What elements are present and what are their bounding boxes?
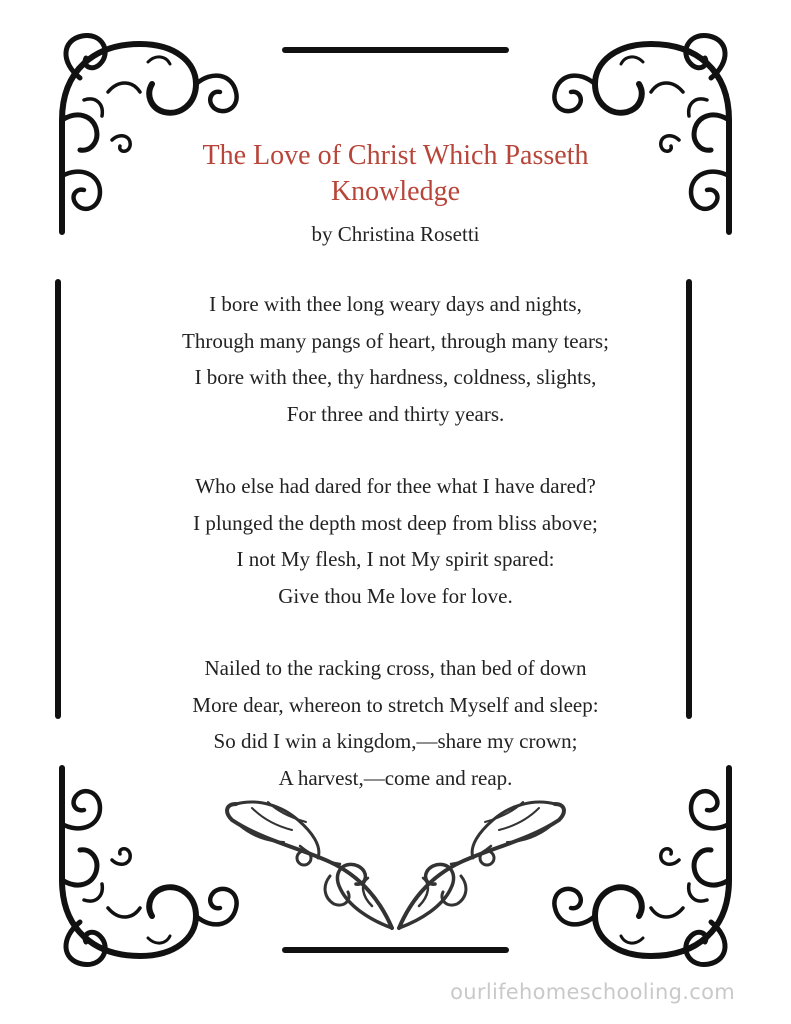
stanza-3	[100, 650, 691, 796]
poem-line: More dear, whereon to stretch Myself and sleep:	[192, 692, 599, 717]
poem-line: I plunged the depth most deep from bliss above;	[193, 510, 598, 535]
website-watermark: ourlifehomeschooling.com	[450, 980, 735, 1004]
author-byline: by Christina Rosetti	[311, 222, 480, 246]
poem-line: I bore with thee, thy hardness, coldness, slights,	[194, 365, 597, 389]
poem-line: I bore with thee long weary days and nights,	[209, 292, 582, 316]
poem-line: For three and thirty years.	[286, 401, 505, 426]
poem-title-line: Knowledge	[330, 176, 461, 207]
poem-line: A harvest,—come and reap.	[278, 765, 513, 790]
poem-line: Give thou Me love for love.	[278, 583, 513, 608]
poem-line: So did I win a kingdom,—share my crown;	[213, 729, 578, 753]
poem-line: Nailed to the racking cross, than bed of down	[204, 656, 587, 680]
poem-title-line: The Love of Christ Which Passeth	[202, 140, 589, 171]
stanza-1	[100, 286, 691, 432]
poem-title	[150, 138, 641, 210]
poem-body	[100, 286, 691, 832]
poem-line: Who else had dared for thee what I have dared?	[195, 474, 596, 498]
poem-line: I not My flesh, I not My spirit spared:	[236, 547, 555, 571]
stanza-2	[100, 468, 691, 614]
poem-line: Through many pangs of heart, through many tears;	[182, 328, 609, 353]
